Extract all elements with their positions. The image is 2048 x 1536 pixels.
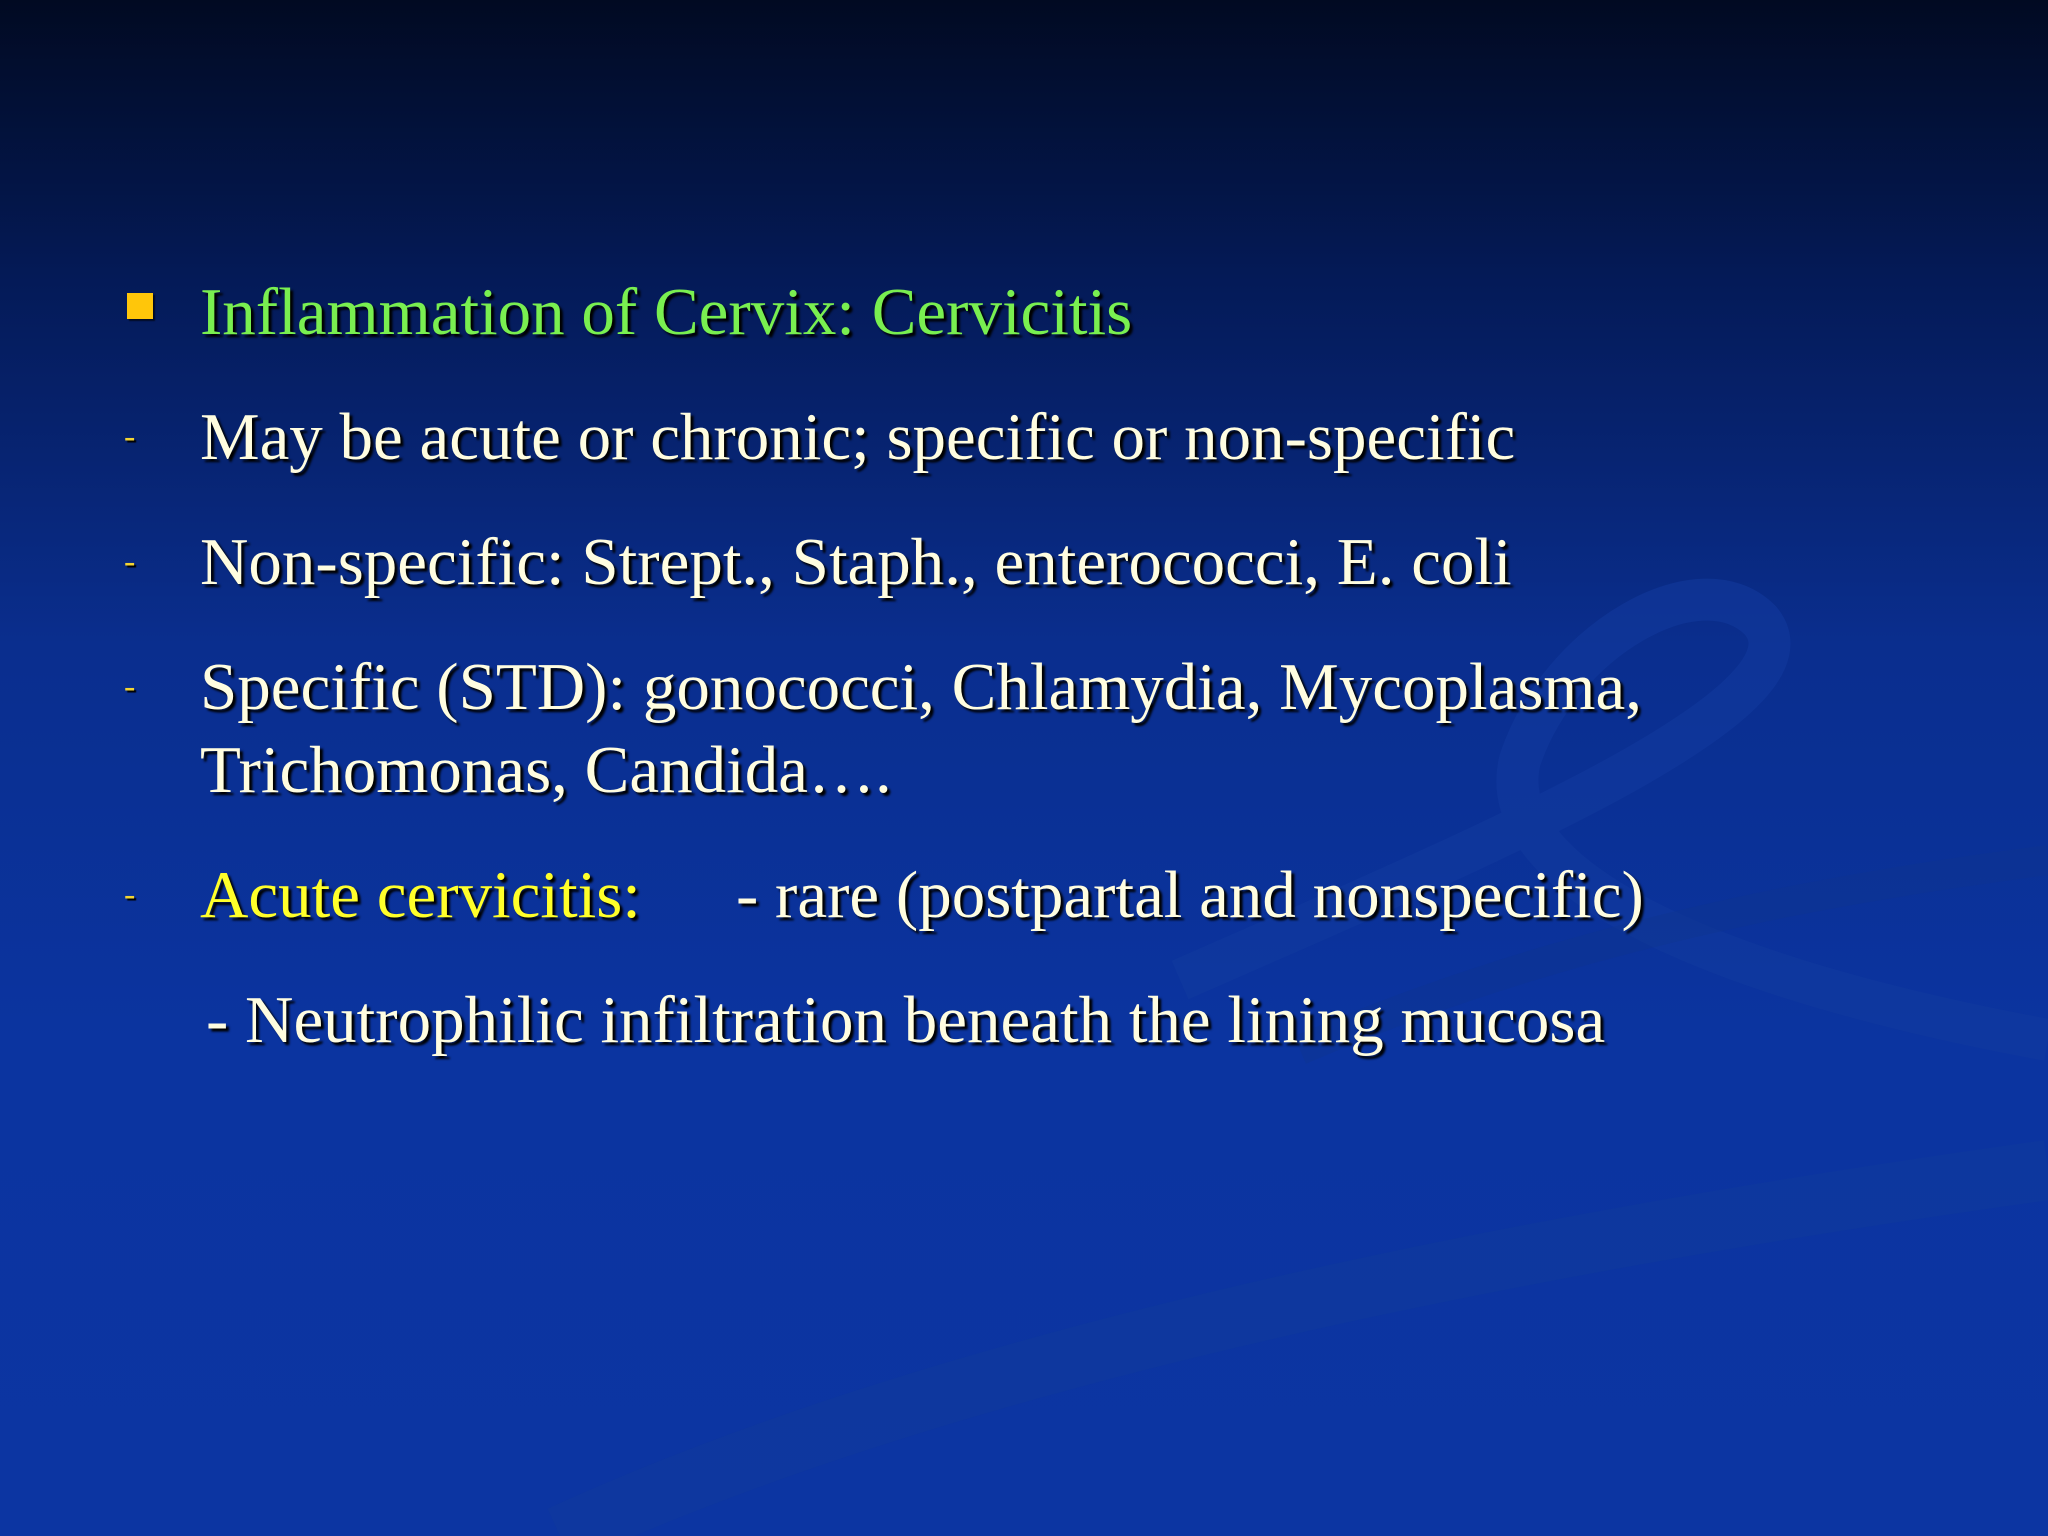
dash-bullet-3: - (124, 668, 136, 705)
square-bullet-icon (127, 293, 153, 319)
acute-cervicitis-label: Acute cervicitis: (200, 858, 641, 932)
bullet-item-2: Non-specific: Strept., Staph., enterococci, E. coli (200, 525, 1512, 599)
bullet-item-3-continued: Trichomonas, Candida…. (200, 733, 892, 807)
bullet-item-3: Specific (STD): gonococci, Chlamydia, Mycoplasma, (200, 650, 1643, 724)
bullet-item-1: May be acute or chronic; specific or non-specific (200, 400, 1516, 474)
dash-bullet-4: - (124, 876, 136, 913)
acute-point-neutrophilic: - Neutrophilic infiltration beneath the lining mucosa (206, 983, 1606, 1057)
acute-point-rare: - rare (postpartal and nonspecific) (736, 858, 1644, 932)
dash-bullet-1: - (124, 418, 136, 455)
slide-heading: Inflammation of Cervix: Cervicitis (200, 275, 1133, 349)
dash-bullet-2: - (124, 543, 136, 580)
